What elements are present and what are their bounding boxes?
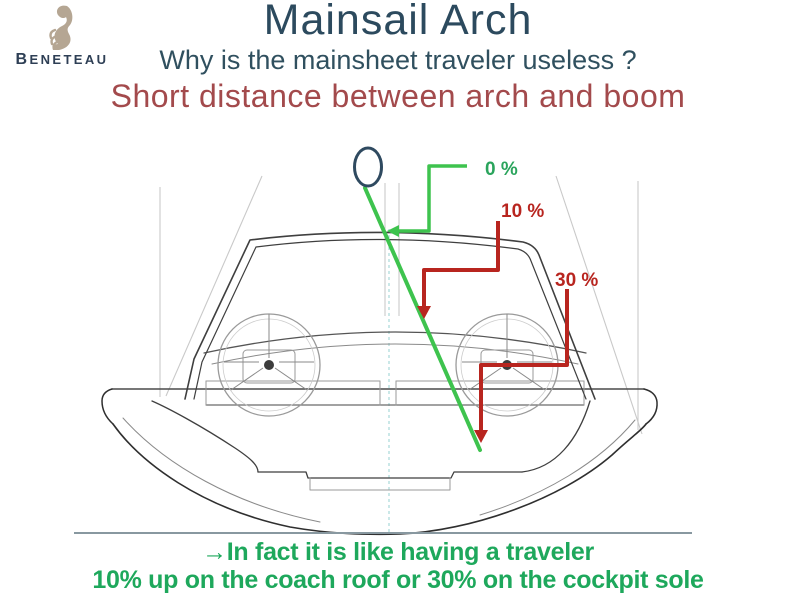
slide-highlight: Short distance between arch and boom <box>110 78 686 114</box>
hull-outline <box>113 424 646 534</box>
deck-right-cap <box>644 389 657 424</box>
bracket-30pct <box>481 289 567 431</box>
hull-crease-left <box>123 418 320 522</box>
label-30pct: 30 % <box>555 270 599 291</box>
conclusion-line2: 10% up on the coach roof or 30% on the cockpit sole <box>92 566 704 594</box>
deck-left-cap <box>102 389 113 424</box>
cockpit-sole-line <box>258 472 522 478</box>
port-wheel <box>218 314 320 416</box>
annotation-30pct <box>474 270 598 443</box>
bracket-0pct <box>398 166 467 231</box>
port-wheel-hub <box>264 360 274 370</box>
conclusion-text <box>0 538 796 594</box>
boom-end-oval <box>355 148 382 186</box>
beneteau-wordmark: BENETEAU <box>15 51 109 68</box>
cockpit-left-curve <box>152 401 258 472</box>
slide-title: Mainsail Arch <box>263 0 533 44</box>
mainsheet-green-line <box>365 188 480 450</box>
cockpit-right-curve <box>522 401 590 472</box>
rigging-lines <box>160 176 642 434</box>
label-10pct: 10 % <box>501 201 545 222</box>
port-shroud-line <box>166 176 262 396</box>
hull-crease-right <box>480 420 635 515</box>
slide-subtitle: Why is the mainsheet traveler useless ? <box>159 45 637 75</box>
coaming-verticals <box>206 381 584 405</box>
conclusion-line1: →In fact it is like having a traveler <box>202 538 594 566</box>
cockpit-hatch <box>310 478 450 490</box>
label-0pct: 0 % <box>485 159 518 180</box>
annotation-10pct <box>417 201 544 319</box>
